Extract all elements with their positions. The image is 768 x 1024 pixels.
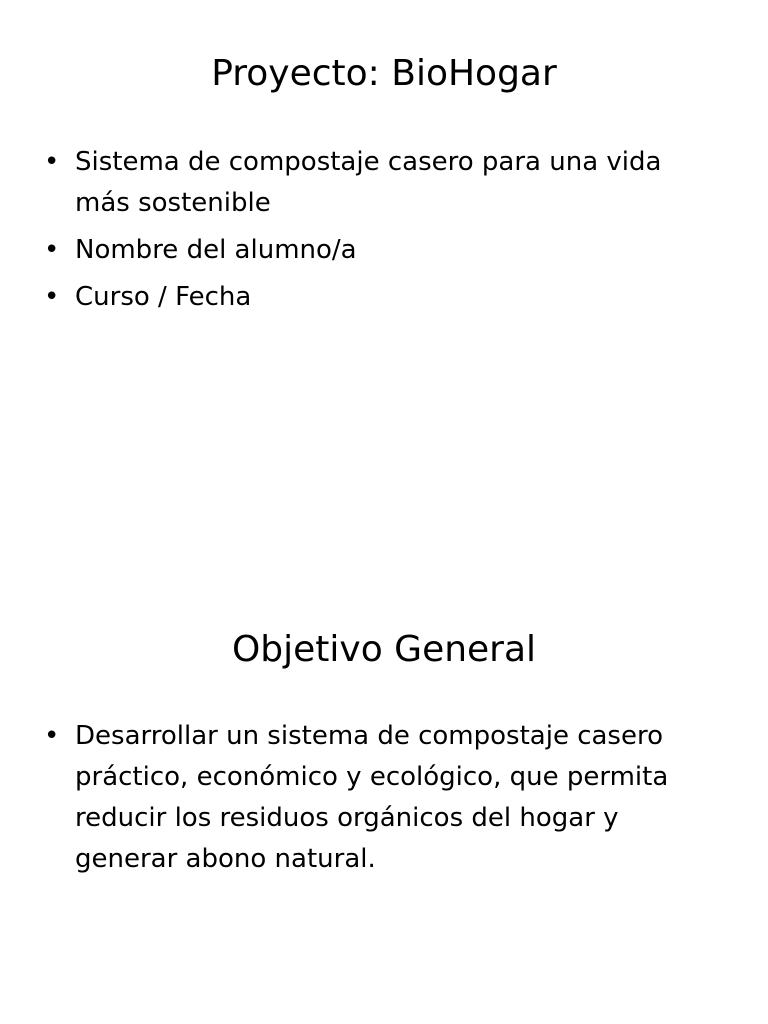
slide-title: Proyecto: BioHogar: [211, 53, 557, 94]
bullet-list: [0, 142, 715, 324]
slide-title: Objetivo General: [231, 629, 537, 670]
bullet-dot-icon: •: [44, 282, 60, 312]
bullet-dot-icon: •: [44, 235, 60, 265]
bullet-item: [0, 277, 715, 318]
bullet-dot-icon: •: [44, 147, 60, 177]
bullet-text: Nombre del alumno/a: [75, 235, 357, 265]
bullet-dot-icon: •: [44, 721, 60, 751]
bullet-item: [0, 230, 715, 271]
bullet-text: Curso / Fecha: [75, 282, 252, 312]
slide-2: [0, 576, 768, 1024]
bullet-text: Desarrollar un sistema de compostaje casero práctico, económico y ecológico, que permita reducir los residuos orgánicos del hogar y generar abono natural.: [75, 721, 669, 874]
bullet-list: [0, 716, 725, 886]
bullet-item: [0, 142, 715, 224]
bullet-text: Sistema de compostaje casero para una vida más sostenible: [75, 147, 662, 218]
bullet-item: [0, 716, 725, 880]
